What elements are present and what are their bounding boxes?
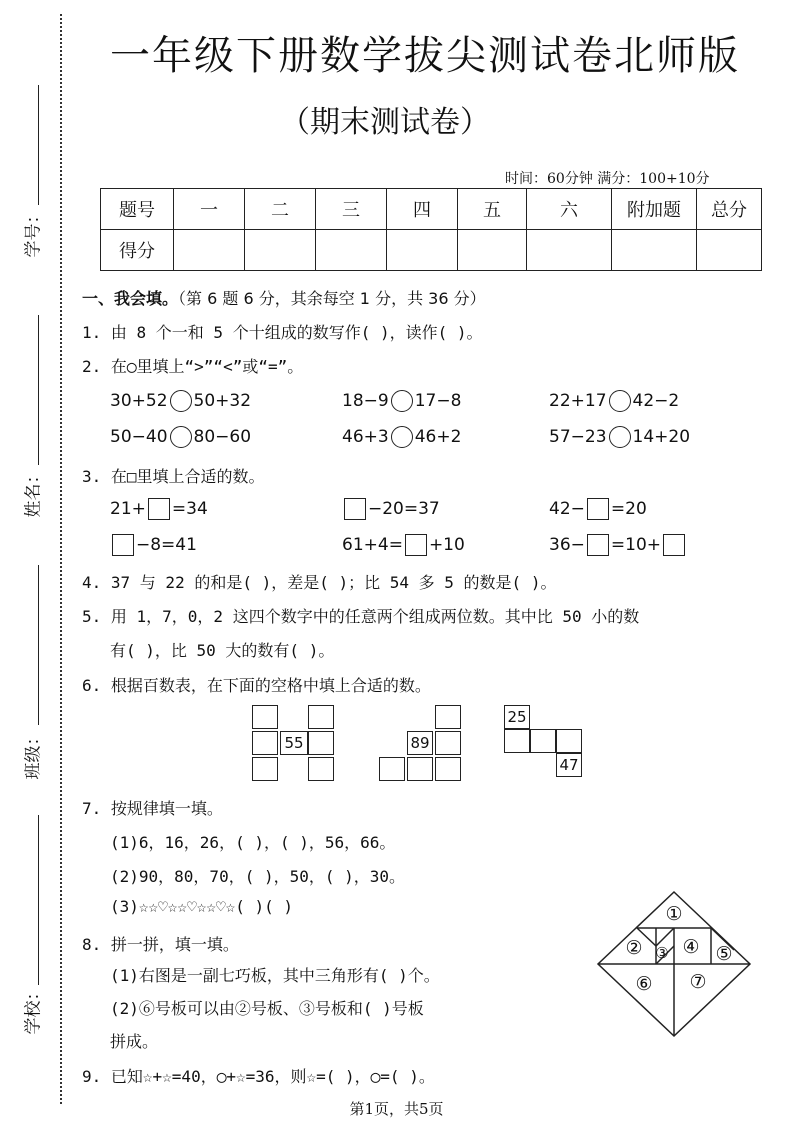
tangram-label-1: ①	[665, 903, 683, 925]
fill-item	[549, 534, 687, 556]
compare-item	[549, 426, 690, 448]
grid-cell[interactable]	[435, 731, 461, 755]
school-line	[38, 815, 39, 985]
expr-text: −8=41	[136, 535, 197, 555]
class-line	[38, 565, 39, 725]
grid-cell[interactable]	[308, 705, 334, 729]
compare-circle[interactable]	[391, 426, 413, 448]
grid-cell[interactable]	[556, 729, 582, 753]
tangram-label-3: ③	[655, 944, 669, 962]
question-7-part1: (1)6，16，26，( )，( )，56，66。	[110, 833, 396, 852]
question-8-part1: (1)右图是一副七巧板，其中三角形有( )个。	[110, 966, 440, 985]
score-header-cell: 题号	[101, 189, 174, 230]
expr-right: 50+32	[193, 391, 252, 411]
fill-item	[342, 534, 465, 556]
school-label: 学校：	[23, 983, 44, 1035]
expr-text: +10	[428, 535, 465, 555]
name-label: 姓名：	[23, 466, 44, 518]
grid-cell: 55	[280, 731, 308, 755]
question-4: 4. 37 与 22 的和是( )，差是( )；比 54 多 5 的数是( )。	[82, 573, 557, 592]
expr-left: 57−23	[549, 427, 607, 447]
question-6: 6. 根据百数表，在下面的空格中填上合适的数。	[82, 676, 431, 695]
expr-left: 50−40	[110, 427, 168, 447]
grid-cell[interactable]	[308, 731, 334, 755]
compare-item	[110, 390, 251, 412]
page-title: 一年级下册数学拔尖测试卷北师版	[110, 33, 740, 79]
section-title: 一、我会填。	[82, 289, 179, 308]
score-cell[interactable]	[174, 230, 245, 271]
question-2: 2. 在◯里填上“>”“<”或“=”。	[82, 357, 304, 376]
binding-dotted-line	[60, 14, 62, 1104]
score-header-row	[101, 189, 762, 230]
compare-circle[interactable]	[170, 390, 192, 412]
question-9: 9. 已知☆+☆=40，◯+☆=36，则☆=( )，◯=( )。	[82, 1067, 435, 1086]
expr-text: 21+	[110, 499, 146, 519]
fill-item	[110, 534, 197, 556]
score-header-cell: 五	[458, 189, 527, 230]
score-header-cell: 总分	[697, 189, 762, 230]
grid-cell[interactable]	[252, 757, 278, 781]
question-8: 8. 拼一拼，填一填。	[82, 935, 239, 954]
compare-item	[549, 390, 679, 412]
score-header-cell: 一	[174, 189, 245, 230]
expr-text: =20	[610, 499, 647, 519]
tangram-label-7: ⑦	[689, 971, 707, 993]
grid-cell: 25	[504, 705, 530, 729]
name-line	[38, 315, 39, 465]
grid-cell[interactable]	[379, 757, 405, 781]
expr-right: 42−2	[632, 391, 680, 411]
page-subtitle: （期末测试卷）	[280, 105, 490, 140]
section-heading	[82, 286, 486, 309]
fill-box[interactable]	[112, 534, 134, 556]
compare-circle[interactable]	[609, 426, 631, 448]
fill-item	[549, 498, 647, 520]
expr-text: −20=37	[368, 499, 440, 519]
score-header-cell: 三	[316, 189, 387, 230]
fill-item	[110, 498, 208, 520]
score-cell[interactable]	[387, 230, 458, 271]
grid-cell[interactable]	[530, 729, 556, 753]
tangram-label-4: ④	[682, 936, 700, 958]
expr-left: 30+52	[110, 391, 168, 411]
grid-cell[interactable]	[504, 729, 530, 753]
page-footer: 第1页，共5页	[349, 1100, 444, 1118]
score-cell[interactable]	[612, 230, 697, 271]
question-7: 7. 按规律填一填。	[82, 799, 223, 818]
expr-text: 36−	[549, 535, 585, 555]
question-8-part3: 拼成。	[110, 1032, 159, 1051]
grid-cell: 89	[407, 731, 433, 755]
expr-right: 46+2	[414, 427, 462, 447]
score-cell[interactable]	[316, 230, 387, 271]
grid-cell[interactable]	[435, 705, 461, 729]
score-cell[interactable]	[527, 230, 612, 271]
fill-box[interactable]	[344, 498, 366, 520]
class-label: 班级：	[23, 728, 44, 780]
score-cell[interactable]	[697, 230, 762, 271]
expr-left: 46+3	[342, 427, 389, 447]
tangram-figure	[594, 890, 754, 1038]
score-row	[101, 230, 762, 271]
compare-circle[interactable]	[609, 390, 631, 412]
score-header-cell: 二	[245, 189, 316, 230]
tangram-label-2: ②	[625, 937, 643, 959]
fill-box[interactable]	[148, 498, 170, 520]
fill-box[interactable]	[663, 534, 685, 556]
question-7-part3: (3)☆☆♡☆☆♡☆☆♡☆( )( )	[110, 897, 294, 916]
expr-text: =10+	[610, 535, 662, 555]
grid-cell[interactable]	[308, 757, 334, 781]
question-5-line1: 5. 用 1，7，0，2 这四个数字中的任意两个组成两位数。其中比 50 小的数	[82, 607, 640, 626]
question-8-part2: (2)⑥号板可以由②号板、③号板和( )号板	[110, 999, 424, 1018]
expr-left: 18−9	[342, 391, 389, 411]
fill-box[interactable]	[587, 534, 609, 556]
grid-cell[interactable]	[435, 757, 461, 781]
compare-item	[110, 426, 251, 448]
compare-item	[342, 390, 461, 412]
expr-right: 80−60	[193, 427, 252, 447]
expr-right: 17−8	[414, 391, 462, 411]
score-header-cell: 附加题	[612, 189, 697, 230]
question-1: 1. 由 8 个一和 5 个十组成的数写作( )，读作( )。	[82, 323, 483, 342]
score-cell[interactable]	[245, 230, 316, 271]
expr-left: 22+17	[549, 391, 607, 411]
score-row-label: 得分	[101, 230, 174, 271]
score-header-cell: 六	[527, 189, 612, 230]
fill-box[interactable]	[405, 534, 427, 556]
fill-item	[342, 498, 440, 520]
grid-cell[interactable]	[252, 731, 278, 755]
id-line	[38, 85, 39, 205]
compare-circle[interactable]	[391, 390, 413, 412]
time-info: 时间：60分钟 满分：100+10分	[505, 171, 710, 187]
section-note: （第 6 题 6 分，其余每空 1 分，共 36 分）	[178, 289, 486, 308]
expr-text: 61+4=	[342, 535, 403, 555]
expr-right: 14+20	[632, 427, 691, 447]
tangram-label-5: ⑤	[715, 943, 733, 965]
score-cell[interactable]	[458, 230, 527, 271]
question-3: 3. 在□里填上合适的数。	[82, 467, 265, 486]
tangram-label-6: ⑥	[635, 973, 653, 995]
compare-item	[342, 426, 461, 448]
grid-cell[interactable]	[252, 705, 278, 729]
compare-circle[interactable]	[170, 426, 192, 448]
question-7-part2: (2)90，80，70，( )，50，( )，30。	[110, 867, 406, 886]
question-5-line2: 有( )，比 50 大的数有( )。	[110, 641, 335, 660]
fill-box[interactable]	[587, 498, 609, 520]
grid-cell: 47	[556, 753, 582, 777]
grid-cell[interactable]	[407, 757, 433, 781]
expr-text: 42−	[549, 499, 585, 519]
score-header-cell: 四	[387, 189, 458, 230]
id-label: 学号：	[23, 206, 44, 258]
score-table	[100, 188, 762, 271]
expr-text: =34	[171, 499, 208, 519]
